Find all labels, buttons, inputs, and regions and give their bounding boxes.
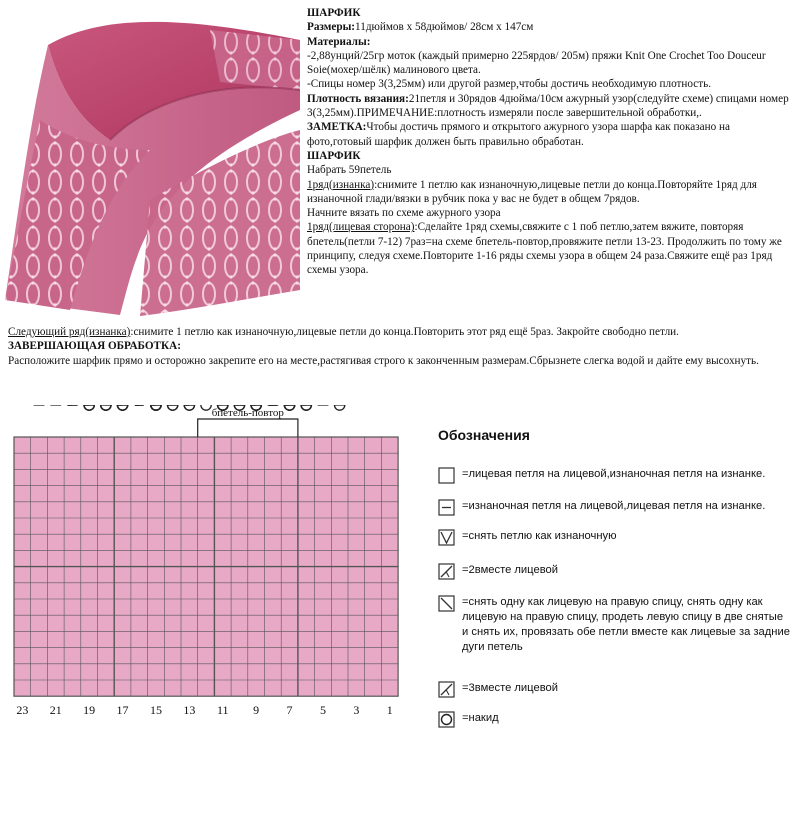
row-face-label: 1ряд(лицевая сторона) [307, 221, 415, 234]
column-number-label: 21 [49, 703, 62, 718]
column-number-label: 19 [83, 703, 96, 718]
yarn-over-symbol [167, 405, 177, 410]
knitting-chart [0, 405, 420, 725]
note-value: Чтобы достичь прямого и открытого ажурного узора шарфа как показано на фото,готовый шарфик должен быть правильно обработан. [307, 121, 730, 148]
legend-item-text: =снять петлю как изнаночную [462, 530, 617, 542]
yarn-over-symbol [151, 405, 161, 410]
next-row-value: :снимите 1 петлю как изнаночную,лицевые петли до конца.Повторить этот ряд ещё 5раз. Закройте свободно петли. [130, 326, 679, 338]
legend-item-text: =3вместе лицевой [462, 682, 558, 694]
gauge-value: 21петля и 30рядов 4дюйма/10см ажурный узор(следуйте схеме) спицами номер 3(3,25мм).ПРИМЕЧАНИЕ:плотность измеряли после завершительной обработки,. [307, 92, 789, 120]
row1-label: 1ряд(изнанка) [307, 178, 375, 191]
scarf-photo [0, 0, 300, 320]
pattern-title: ШАРФИК [307, 7, 361, 19]
gauge-label: Плотность вязания: [307, 92, 409, 105]
legend-title: Обозначения [438, 427, 530, 443]
legend-item-text: =снять одну как лицевую на правую спицу, снять одну как лицевую на правую спицу, продеть левую спицу в две снятые и снять их, провязать обе петли вместе как лицевые за задние дуги петель [462, 596, 790, 653]
next-row-label: Следующий ряд(изнанка) [8, 326, 131, 338]
row-face-value: :Сделайте 1ряд схемы,свяжите с 1 поб петлю,затем вяжите, повторяя бпетель(петли 7-12) 7раз=на схеме бпетель-повтор,провяжите петли 13-23. Продолжить по тому же принципу, следуя схеме.Повторите 1-16 ряды схемы узора в общем 24 раза.Свяжите ещё раз 1ряд схемы узора. [307, 221, 782, 277]
legend-item-text: =изнаночная петля на лицевой,лицевая петля на изнанке. [462, 500, 766, 512]
column-number-label: 11 [216, 703, 229, 718]
yarn-over-symbol [117, 405, 127, 410]
repeat-label: бпетель-повтор [211, 407, 284, 419]
empty-square-icon [438, 467, 456, 485]
materials-yarn: -2,88унций/25гр моток (каждый примерно 225ярдов/ 205м) пряжи Knit One Crochet Too Douceur Soie(мохер/шёлк) малинового цвета. [307, 49, 766, 77]
ssk-icon [438, 595, 456, 613]
column-number-label: 7 [286, 703, 293, 718]
pattern-description [307, 6, 795, 278]
finishing-value: Расположите шарфик прямо и осторожно закрепите его на месте,растягивая строго к законченным размерам.Сбрызнете слегка водой и дайте ему высохнуть. [8, 354, 759, 367]
column-number-label: 3 [353, 703, 360, 718]
sizes-label: Размеры: [307, 21, 356, 34]
materials-needles: -Спицы номер 3(3,25мм) или другой размер,чтобы достичь необходимую плотность. [307, 78, 712, 91]
column-number-label: 9 [253, 703, 260, 718]
section-title-scarf: ШАРФИК [307, 149, 361, 162]
materials-label: Материалы: [307, 35, 371, 48]
column-number-label: 13 [183, 703, 196, 718]
column-number-label: 23 [16, 703, 29, 718]
slip-v-icon [438, 529, 456, 547]
yarn-over-symbol [334, 405, 344, 410]
cast-on: Набрать 59петель [307, 164, 392, 177]
yarn-over-symbol [201, 405, 211, 410]
k3tog-icon [438, 681, 456, 699]
note-label: ЗАМЕТКА: [307, 121, 367, 134]
yarn-over-symbol [184, 405, 194, 410]
dash-square-icon [438, 499, 456, 517]
sizes-value: 11дюймов х 58дюймов/ 28см х 147см [355, 21, 534, 34]
finishing-title: ЗАВЕРШАЮЩАЯ ОБРАБОТКА: [8, 340, 181, 353]
repeat-bracket [198, 419, 298, 437]
legend-item-text: =2вместе лицевой [462, 564, 558, 576]
finishing-section [8, 325, 796, 368]
row1-value: :снимите 1 петлю как изнаночную,лицевые петли до конца.Повторяйте 1ряд для изнаночной глади/вязки в рубчик пока у вас не будет в общем 7рядов. [307, 178, 757, 205]
begin-chart: Начните вязать по схеме ажурного узора [307, 207, 501, 220]
column-number-label: 17 [116, 703, 129, 718]
column-number-label: 15 [149, 703, 162, 718]
yarn-over-symbol [84, 405, 94, 410]
yarn-over-symbol [101, 405, 111, 410]
column-number-label: 5 [319, 703, 326, 718]
yarn-over-symbol [284, 405, 294, 410]
yarn-over-icon [438, 711, 456, 729]
k2tog-icon [438, 563, 456, 581]
legend-item-text: =накид [462, 712, 499, 724]
yarn-over-symbol [301, 405, 311, 410]
legend-item-text: =лицевая петля на лицевой,изнаночная петля на изнанке. [462, 468, 766, 480]
column-number-label: 1 [386, 703, 393, 718]
